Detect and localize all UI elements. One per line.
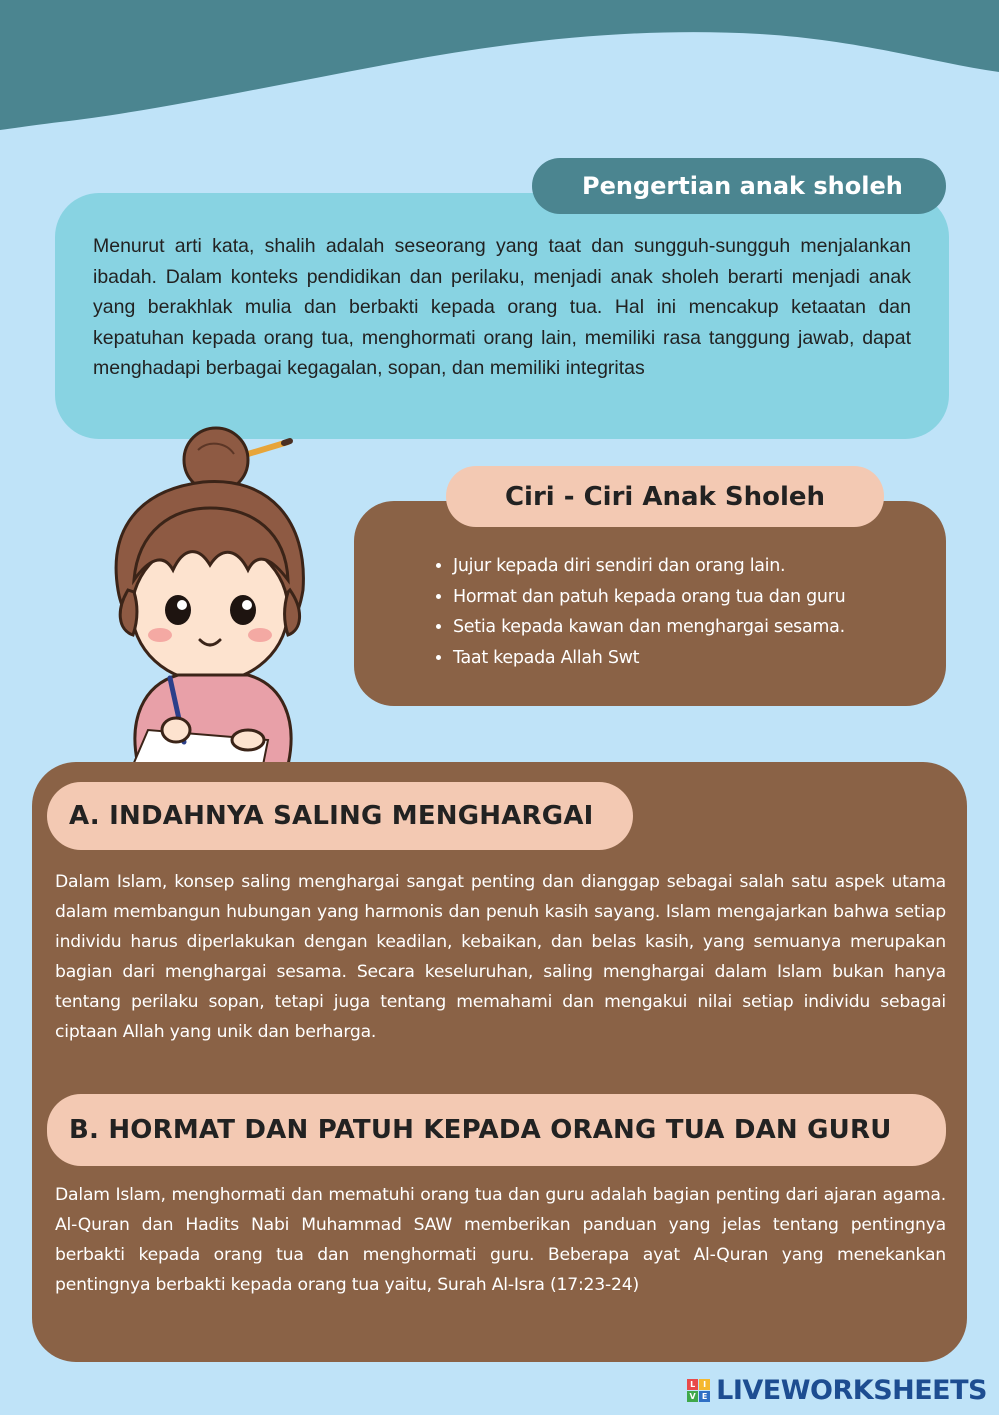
- section-b-title: B. HORMAT DAN PATUH KEPADA ORANG TUA DAN GURU: [47, 1094, 946, 1166]
- section-a-text: Dalam Islam, konsep saling menghargai sangat penting dan dianggap sebagai salah satu aspek utama dalam membangun hubungan yang harmonis dan penuh kasih sayang. Islam mengajarkan bahwa setiap individu harus diperlakukan dengan keadilan, kebaikan, dan belas kasih, yang semuanya merupakan bagian dari menghargai sesama. Secara keseluruhan, saling menghargai dalam Islam bukan hanya tentang perilaku sopan, tetapi juga tentang memahami dan mengakui nilai setiap individu sebagai ciptaan Allah yang unik dan berharga.: [55, 872, 946, 1042]
- list-item: • Setia kepada kawan dan menghargai sesama.: [453, 612, 926, 643]
- section-b-text: Dalam Islam, menghormati dan mematuhi orang tua dan guru adalah bagian penting dari ajaran agama. Al-Quran dan Hadits Nabi Muhammad SAW memberikan panduan yang jelas tentang pentingnya berbakti kepada orang tua dan menghormati guru. Beberapa ayat Al-Quran yang menekankan pentingnya berbakti kepada orang tua yaitu, Surah Al-Isra (17:23-24): [55, 1185, 946, 1295]
- list-item: • Hormat dan patuh kepada orang tua dan guru: [453, 582, 926, 613]
- brand-name: LIVEWORKSHEETS: [716, 1374, 987, 1406]
- logo-letter: V: [687, 1391, 698, 1402]
- girl-writing-illustration: [98, 420, 338, 765]
- liveworksheets-logo-icon: [687, 1379, 710, 1402]
- list-item: • Jujur kepada diri sendiri dan orang lain.: [453, 551, 926, 582]
- brand-footer[interactable]: [687, 1374, 987, 1406]
- header-wave: [0, 0, 999, 140]
- definition-text: Menurut arti kata, shalih adalah seseorang yang taat dan sungguh-sungguh menjalankan ibadah. Dalam konteks pendidikan dan perilaku, menjadi anak sholeh berarti menjadi anak yang berakhlak mulia dan berbakti kepada orang tua. Hal ini mencakup ketaatan dan kepatuhan kepada orang tua, menghormati orang lain, memiliki rasa tanggung jawab, dapat menghadapi berbagai kegagalan, sopan, dan memiliki integritas: [93, 235, 911, 379]
- characteristics-title: Ciri - Ciri Anak Sholeh: [446, 466, 884, 527]
- section-a-title: A. INDAHNYA SALING MENGHARGAI: [47, 782, 633, 850]
- list-item: • Taat kepada Allah Swt: [453, 643, 926, 674]
- logo-letter: I: [699, 1379, 710, 1390]
- characteristics-box: [354, 501, 946, 706]
- logo-letter: L: [687, 1379, 698, 1390]
- definition-title: Pengertian anak sholeh: [532, 158, 946, 214]
- definition-box: [55, 193, 949, 439]
- logo-letter: E: [699, 1391, 710, 1402]
- characteristics-list: [429, 551, 926, 673]
